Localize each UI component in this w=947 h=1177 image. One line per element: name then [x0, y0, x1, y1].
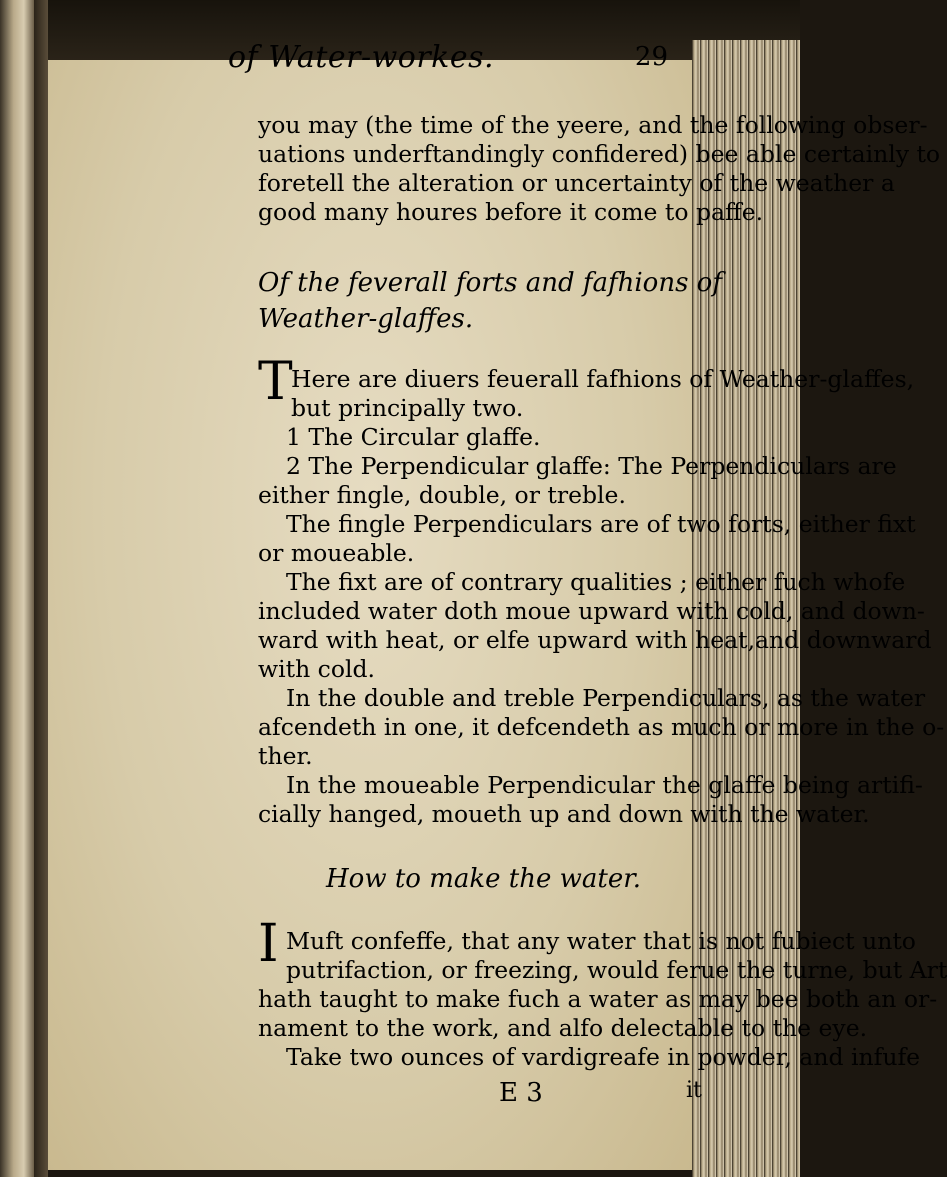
section2-line-1: Muft confeffe, that any water that is not fubiect unto: [286, 927, 916, 955]
section1-line-8: The fixt are of contrary qualities ; either fuch whofe: [286, 568, 906, 596]
book-gutter: [34, 0, 48, 1177]
section1-line-13: afcendeth in one, it defcendeth as much or more in the o-: [258, 713, 945, 741]
section1-dropcap: T: [258, 352, 293, 412]
section1-line-3: 1 The Circular glaffe.: [286, 423, 541, 451]
section2-line-2: putrifaction, or freezing, would ferue the turne, but Art: [286, 956, 947, 984]
running-head: [228, 40, 668, 80]
section2-line-4: nament to the work, and alfo delectable to the eye.: [258, 1014, 868, 1042]
section1-line-1: Here are diuers feuerall fafhions of Weather-glaffes,: [291, 365, 915, 393]
section1-heading-line-1: Of the feverall forts and fafhions of: [258, 268, 722, 298]
section1-line-14: ther.: [258, 742, 313, 770]
section1-line-6: The fingle Perpendiculars are of two forts, either fixt: [286, 510, 916, 538]
section1-line-7: or moueable.: [258, 539, 415, 567]
page-number: 29: [634, 42, 668, 72]
running-head-title: of Water-workes.: [228, 40, 495, 75]
section1-line-12: In the double and treble Perpendiculars, as the water: [286, 684, 926, 712]
intro-line-4: good many houres before it come to paffe.: [258, 198, 764, 226]
section1-line-9: included water doth moue upward with cold, and down-: [258, 597, 925, 625]
signature-mark: E 3: [499, 1078, 543, 1108]
section1-line-16: cially hanged, moueth up and down with the water.: [258, 800, 870, 828]
intro-line-2: uations underftandingly confidered) bee able certainly to: [258, 140, 941, 168]
section2-dropcap: I: [258, 914, 279, 974]
intro-line-1: you may (the time of the yeere, and the following obser-: [258, 111, 928, 139]
section1-line-10: ward with heat, or elfe upward with heat,and downward: [258, 626, 932, 654]
section1-line-11: with cold.: [258, 655, 376, 683]
section1-line-5: either fingle, double, or treble.: [258, 481, 626, 509]
section1-line-2: but principally two.: [291, 394, 524, 422]
section1-heading-line-2: Weather-glaffes.: [258, 304, 474, 334]
section2-line-3: hath taught to make fuch a water as may bee both an or-: [258, 985, 938, 1013]
section1-line-4: 2 The Perpendicular glaffe: The Perpendiculars are: [286, 452, 897, 480]
intro-line-3: foretell the alteration or uncertainty of the weather a: [258, 169, 895, 197]
facing-page-edge: [0, 0, 34, 1177]
section2-line-5: Take two ounces of vardigreafe in powder, and infufe: [286, 1043, 921, 1071]
section1-line-15: In the moueable Perpendicular the glaffe being artifi-: [286, 771, 923, 799]
section2-heading: How to make the water.: [326, 864, 642, 894]
catchword: it: [686, 1078, 702, 1103]
